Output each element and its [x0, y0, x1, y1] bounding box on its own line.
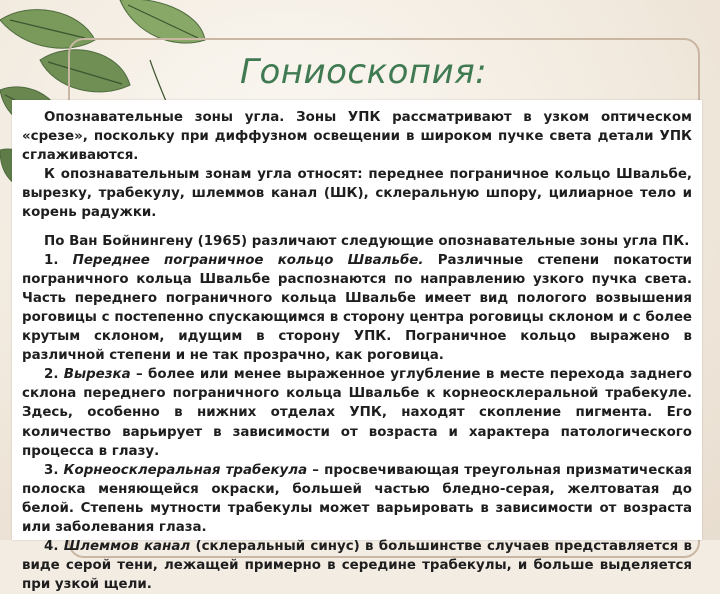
scanned-text-block — [12, 100, 702, 593]
paragraph-text: Зоны УПК рассматривают в узком оптическом «срезе», поскольку при диффузном освещении в широком пучке света детали УПК сглаживаются. — [22, 110, 692, 164]
item-term: Шлеммов канал — [63, 539, 191, 555]
item-number: 1. — [44, 252, 59, 268]
item-text: – просвечивающая треугольная призматическая полоска меняющейся окраски, большей частью бледно-серая, желтоватая до белой. Степень мутности трабекулы может варьировать в зависимости от возраста или заболевания глаза. — [22, 462, 692, 535]
item-number: 3. — [44, 462, 59, 478]
item-number: 2. — [44, 367, 59, 383]
list-item-trabecula — [22, 461, 692, 537]
item-text: – более или менее выраженное углубление в месте перехода заднего склона переднего пограничного кольца Швальбе к корнеосклеральной трабекуле. Здесь, особенно в нижних отделах УПК, находят скопление пигмента. Его количество варьирует в зависимости от возраста и характера патологического процесса в глазу. — [22, 367, 692, 459]
item-number: 4. — [44, 539, 59, 555]
item-term: Корнеосклеральная трабекула — [63, 462, 308, 478]
slide-title: Гониоскопия: — [240, 52, 488, 92]
item-text: (склеральный синус) в большинстве случаев представляется в виде серой тени, лежащей примерно в середине трабекулы, и больше выделяется при узкой щели. — [22, 539, 692, 593]
item-text: Различные степени покатости пограничного кольца Швальбе распознаются по направлению узкого пучка света. Часть переднего пограничного кольца Швальбе имеет вид пологого возвышения роговицы с постепенно спускающимся в сторону центра роговицы склоном и с более крутым склоном, идущим в сторону УПК. Пограничное кольцо выражено в различной степени и не так прозрачно, как роговица. — [22, 252, 692, 364]
item-term: Вырезка — [63, 367, 131, 383]
list-item-notch — [22, 365, 692, 460]
list-item-schlemm — [22, 537, 692, 594]
list-item-schwalbe — [22, 251, 692, 366]
paragraph-zones-list: К опознавательным зонам угла относят: переднее пограничное кольцо Швальбе, вырезку, трабекулу, шлеммов канал (ШК), склеральную шпору, цилиарное тело и корень радужки. — [22, 167, 692, 221]
paragraph-zones-intro — [22, 108, 692, 165]
paragraph-van-beuningen: По Ван Бойнингену (1965) различают следующие опознавательные зоны угла ПК. — [44, 233, 690, 249]
item-term: Переднее пограничное кольцо Швальбе. — [72, 252, 424, 268]
paragraph-lead: Опознавательные зоны угла. — [44, 110, 285, 125]
